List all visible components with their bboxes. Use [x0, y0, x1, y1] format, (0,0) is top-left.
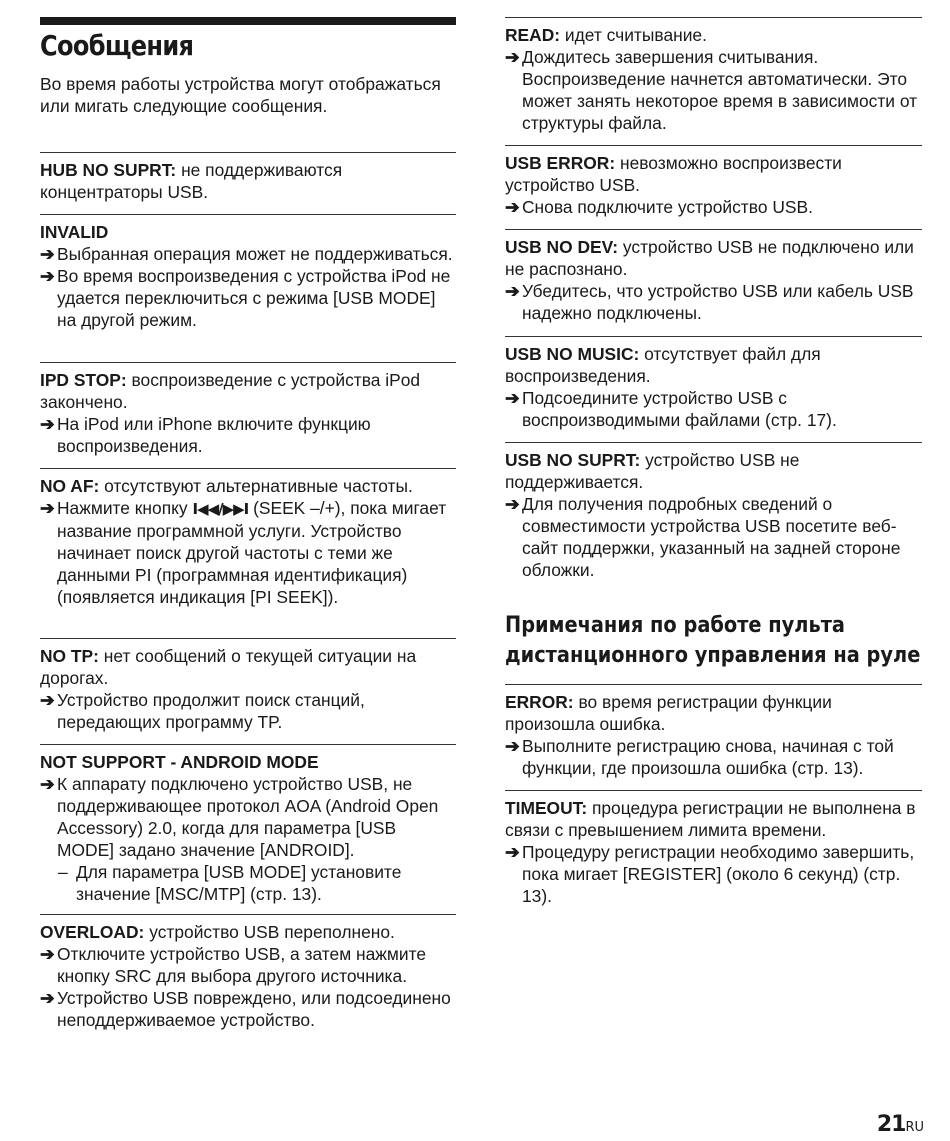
arrow-icon: ➔ — [40, 774, 55, 794]
remedy-item: ➔ Устройство продолжит поиск станций, передающих программу TP. — [40, 690, 365, 732]
entry-desc: не поддерживаются концентраторы USB. — [40, 160, 343, 202]
entry-heading — [40, 369, 456, 413]
entry-heading — [40, 921, 456, 943]
remedy-item: ➔ Во время воспроизведения с устройства iPod не удается переключиться с режима [USB MODE] на другой режим. — [40, 266, 451, 330]
entry-desc: воспроизведение с устройства iPod закончено. — [40, 370, 421, 412]
entry-term: TIMEOUT: — [505, 798, 588, 818]
title-rule — [40, 17, 456, 25]
entry-term: OVERLOAD: — [40, 922, 145, 942]
entry-desc: устройство USB не подключено или не распознано. — [505, 237, 914, 279]
entry-term: USB ERROR: — [505, 153, 616, 173]
entry-heading — [505, 449, 922, 493]
message-entry — [40, 638, 456, 733]
entry-desc: нет сообщений о текущей ситуации на дорогах. — [40, 646, 417, 688]
message-entry — [40, 362, 456, 457]
arrow-icon: ➔ — [40, 944, 55, 964]
remedy-item: ➔ Отключите устройство USB, а затем нажмите кнопку SRC для выбора другого источника. — [40, 944, 427, 986]
arrow-icon: ➔ — [505, 388, 520, 408]
seek-buttons-icon: I◀◀/▶▶I — [192, 500, 249, 518]
entry-term: NO AF: — [40, 476, 100, 496]
entry-term: HUB NO SUPRT: — [40, 160, 177, 180]
message-entry — [40, 214, 456, 331]
arrow-icon: ➔ — [40, 988, 55, 1008]
message-entry — [40, 914, 456, 1031]
remedy-item: ➔ Подсоедините устройство USB с воспроизводимыми файлами (стр. 17). — [505, 388, 837, 430]
remedy-item: ➔ Устройство USB повреждено, или подсоединено неподдерживаемое устройство. — [40, 988, 451, 1030]
remedy-item: ➔ Выбранная операция может не поддерживаться. — [40, 244, 453, 264]
dash-icon: – — [58, 862, 68, 882]
entry-desc: устройство USB переполнено. — [144, 922, 395, 942]
arrow-icon: ➔ — [505, 736, 520, 756]
arrow-icon: ➔ — [40, 244, 55, 264]
arrow-icon: ➔ — [40, 498, 55, 518]
message-entry — [505, 336, 922, 431]
entry-heading — [40, 645, 456, 689]
message-entry — [505, 442, 922, 581]
arrow-icon: ➔ — [505, 842, 520, 862]
entry-heading — [505, 24, 922, 46]
entry-term: USB NO DEV: — [505, 237, 619, 257]
message-entry — [505, 229, 922, 324]
entry-term: ERROR: — [505, 692, 574, 712]
entry-heading — [505, 797, 922, 841]
entry-term: USB NO SUPRT: — [505, 450, 641, 470]
entry-term: IPD STOP: — [40, 370, 127, 390]
entry-desc: процедура регистрации не выполнена в связи с превышением лимита времени. — [505, 798, 916, 840]
message-entry — [40, 152, 456, 203]
arrow-icon: ➔ — [40, 414, 55, 434]
remedy-subitem: – Для параметра [USB MODE] установите значение [MSC/MTP] (стр. 13). — [58, 862, 402, 904]
message-entry — [505, 684, 922, 779]
remedy-item: ➔ На iPod или iPhone включите функцию воспроизведения. — [40, 414, 371, 456]
entry-heading — [505, 343, 922, 387]
message-entry — [505, 17, 922, 134]
entry-desc: отсутствуют альтернативные частоты. — [99, 476, 413, 496]
intro-text: Во время работы устройства могут отображаться или мигать следующие сообщения. — [40, 74, 441, 116]
arrow-icon: ➔ — [40, 690, 55, 710]
arrow-icon: ➔ — [505, 47, 520, 67]
entry-term: INVALID — [40, 222, 109, 242]
remedy-item: ➔ Снова подключите устройство USB. — [505, 197, 813, 217]
arrow-icon: ➔ — [40, 266, 55, 286]
message-entry — [40, 744, 456, 905]
entry-term: USB NO MUSIC: — [505, 344, 640, 364]
remedy-item: ➔ Процедуру регистрации необходимо завершить, пока мигает [REGISTER] (около 6 секунд) (стр. 13). — [505, 842, 915, 906]
remedy-item: ➔ Дождитесь завершения считывания. Воспроизведение начнется автоматически. Это может занять некоторое время в зависимости от структуры файла. — [505, 47, 918, 133]
entry-heading — [40, 475, 456, 497]
page-number: 21RU — [876, 1112, 924, 1137]
entry-desc: идет считывание. — [560, 25, 707, 45]
entry-heading — [40, 751, 456, 773]
remedy-item: ➔ Выполните регистрацию снова, начиная с той функции, где произошла ошибка (стр. 13). — [505, 736, 894, 778]
entry-term: READ: — [505, 25, 561, 45]
entry-heading — [505, 236, 922, 280]
entry-desc: устройство USB не поддерживается. — [505, 450, 800, 492]
arrow-icon: ➔ — [505, 197, 520, 217]
arrow-icon: ➔ — [505, 281, 520, 301]
message-entry — [505, 790, 922, 907]
entry-heading — [40, 159, 456, 203]
entry-desc: отсутствует файл для воспроизведения. — [505, 344, 821, 386]
message-entry — [40, 468, 456, 608]
remedy-item: ➔ Для получения подробных сведений о совместимости устройства USB посетите веб-сайт поддержки, указанный на задней стороне обложки. — [505, 494, 901, 580]
entry-term: NO TP: — [40, 646, 99, 666]
entry-heading — [505, 152, 922, 196]
arrow-icon: ➔ — [505, 494, 520, 514]
message-entry — [505, 145, 922, 218]
remedy-item: ➔ Убедитесь, что устройство USB или кабель USB надежно подключены. — [505, 281, 914, 323]
entry-term: NOT SUPPORT - ANDROID MODE — [40, 752, 319, 772]
remedy-item: ➔ К аппарату подключено устройство USB, не поддерживающее протокол AOA (Android Open Accessory) 2.0, когда для параметра [USB MODE] задано значение [ANDROID]. — [40, 774, 439, 860]
entry-heading — [40, 221, 456, 243]
page-title: Сообщения — [40, 29, 194, 62]
remedy-item: ➔ Нажмите кнопку I◀◀/▶▶I (SEEK –/+), пока мигает название программной услуги. Устройство начинает поиск другой частоты с теми же данными PI (программная идентификация) (появляется индикация [PI SEEK]). — [40, 498, 447, 607]
entry-heading — [505, 691, 922, 735]
section-title: Примечания по работе пульта дистанционного управления на руле — [505, 613, 921, 668]
entry-desc: во время регистрации функции произошла ошибка. — [505, 692, 832, 734]
entry-desc: невозможно воспроизвести устройство USB. — [505, 153, 842, 195]
